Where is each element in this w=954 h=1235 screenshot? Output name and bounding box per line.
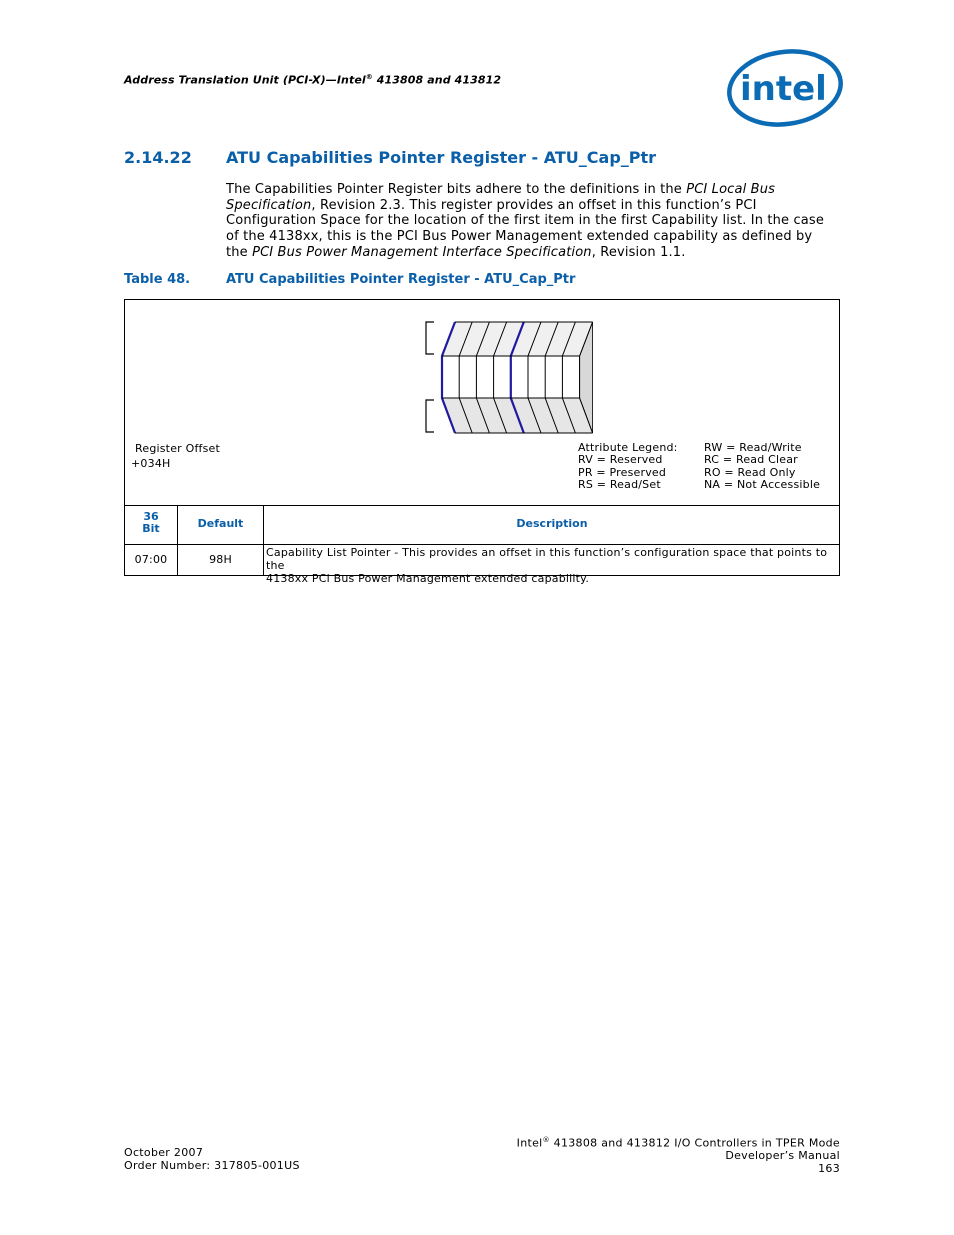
paragraph-text-2: , Revision 2.3. This register provides an offset in this function’s PCI Configuration Space for the location of the first item in the first Capability list. In the case of the 4138xx, this is the PCI Bus Power Management extended capability as defined by the bbox=[226, 197, 824, 260]
footer-manual: Developer’s Manual bbox=[725, 1149, 840, 1163]
register-offset-label: Register Offset bbox=[135, 442, 221, 455]
bracket-top bbox=[426, 322, 434, 354]
running-header-post: 413808 and 413812 bbox=[372, 73, 502, 87]
legend-heading: Attribute Legend: bbox=[578, 441, 678, 454]
attribute-legend-left bbox=[578, 442, 678, 491]
legend-item: RV = Reserved bbox=[578, 453, 663, 467]
legend-item: NA = Not Accessible bbox=[704, 477, 821, 491]
bit-cell bbox=[494, 356, 511, 398]
table-number: Table 48. bbox=[124, 272, 191, 287]
header-bit-number: 36 bbox=[143, 510, 159, 523]
spec-citation-1: PCI Local Bus Specification bbox=[226, 182, 776, 213]
footer-product: Intel® 413808 and 413812 I/O Controllers in TPER Mode bbox=[516, 1136, 840, 1150]
legend-item: RS = Read/Set bbox=[578, 477, 661, 491]
bit-cell bbox=[442, 356, 459, 398]
legend-item: RC = Read Clear bbox=[704, 453, 798, 467]
row-description-line: Capability List Pointer - This provides an offset in this function’s configuration space that points to the bbox=[266, 546, 828, 572]
paragraph-text-1: The Capabilities Pointer Register bits adhere to the definitions in the bbox=[226, 182, 687, 197]
row-bit: 07:00 bbox=[134, 553, 168, 566]
bit-cell bbox=[562, 356, 579, 398]
column-divider bbox=[263, 505, 264, 576]
intel-logo-text: intel bbox=[740, 69, 827, 109]
footer-date: October 2007 bbox=[124, 1146, 204, 1159]
attribute-legend-right bbox=[704, 442, 820, 491]
bit-cell bbox=[511, 356, 528, 398]
section-number: 2.14.22 bbox=[124, 148, 192, 167]
header-description: Description bbox=[516, 517, 588, 530]
table-divider bbox=[124, 544, 840, 545]
bit-cell bbox=[476, 356, 493, 398]
paragraph-text-3: , Revision 1.1. bbox=[591, 244, 686, 260]
legend-item: RO = Read Only bbox=[704, 465, 796, 479]
registered-mark: ® bbox=[365, 73, 373, 81]
table-divider bbox=[124, 505, 840, 506]
row-default: 98H bbox=[209, 553, 232, 566]
running-header bbox=[124, 73, 501, 87]
row-description bbox=[266, 546, 838, 585]
register-offset-value: +034H bbox=[131, 457, 171, 470]
footer-left bbox=[124, 1147, 300, 1172]
footer-order-number: Order Number: 317805-001US bbox=[124, 1158, 300, 1172]
section-title: ATU Capabilities Pointer Register - ATU_Cap_Ptr bbox=[226, 148, 657, 167]
bit-cell bbox=[545, 356, 562, 398]
legend-item: RW = Read/Write bbox=[704, 441, 802, 454]
bit-cell bbox=[528, 356, 545, 398]
body-paragraph bbox=[226, 182, 830, 261]
running-header-pre: Address Translation Unit (PCI-X)—Intel bbox=[124, 73, 366, 87]
row-description-line: 4138xx PCl Bus Power Management extended capability. bbox=[266, 572, 590, 585]
header-bit-label: Bit bbox=[142, 522, 160, 535]
header-default: Default bbox=[197, 517, 244, 530]
register-bit-diagram bbox=[420, 318, 600, 438]
intel-logo bbox=[724, 48, 844, 128]
bracket-bottom bbox=[426, 400, 434, 432]
footer-right bbox=[517, 1134, 840, 1175]
spec-citation-2: PCI Bus Power Management Interface Specification bbox=[252, 244, 592, 260]
legend-item: PR = Preserved bbox=[578, 465, 667, 479]
page-number: 163 bbox=[818, 1161, 840, 1175]
bit-cell bbox=[459, 356, 476, 398]
header-bit bbox=[125, 511, 177, 535]
table-title: ATU Capabilities Pointer Register - ATU_Cap_Ptr bbox=[226, 272, 576, 287]
